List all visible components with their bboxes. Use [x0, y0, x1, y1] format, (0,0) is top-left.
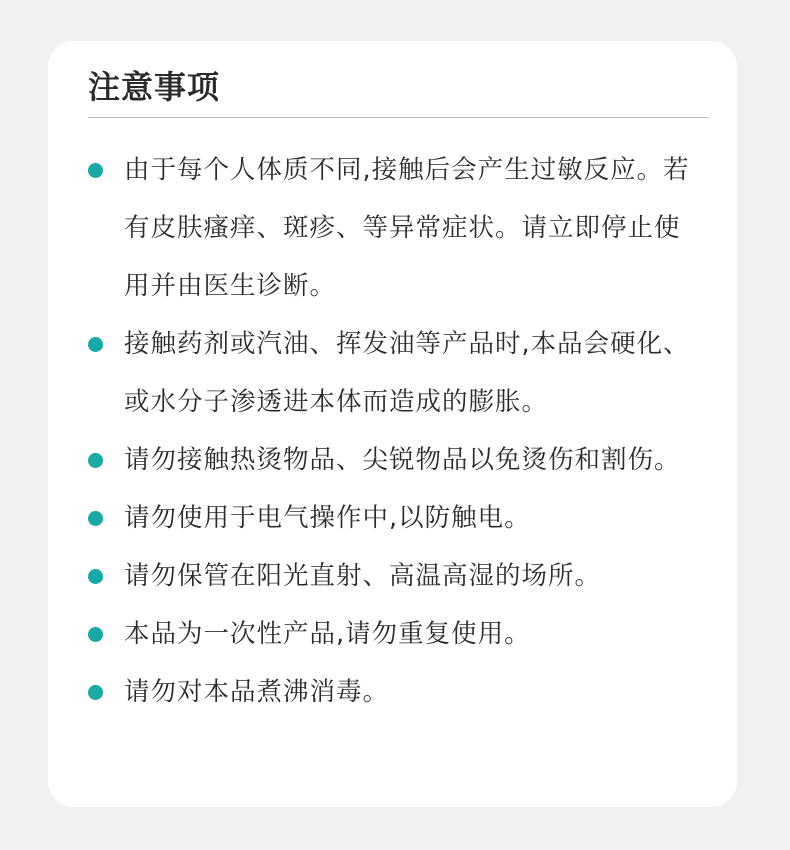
notice-item: [88, 605, 698, 663]
notice-item: [88, 489, 698, 547]
notice-title: 注意事项: [88, 68, 221, 106]
notice-card: [48, 41, 737, 807]
bullet-dot-icon: [88, 453, 103, 468]
notice-item-text: 本品为一次性产品,请勿重复使用。: [124, 619, 531, 649]
notice-list: [88, 141, 698, 721]
notice-item: [88, 431, 698, 489]
bullet-dot-icon: [88, 511, 103, 526]
notice-item: [88, 315, 698, 431]
bullet-dot-icon: [88, 163, 103, 178]
bullet-dot-icon: [88, 627, 103, 642]
notice-item-text: 由于每个人体质不同,接触后会产生过敏反应。若有皮肤瘙痒、斑疹、等异常症状。请立即停止使用并由医生诊断。: [124, 155, 690, 301]
bullet-dot-icon: [88, 337, 103, 352]
notice-item-text: 请勿对本品煮沸消毒。: [124, 677, 390, 707]
notice-item: [88, 547, 698, 605]
notice-item: [88, 141, 698, 315]
notice-item-text: 接触药剂或汽油、挥发油等产品时,本品会硬化、或水分子渗透进本体而造成的膨胀。: [124, 329, 690, 417]
title-divider: [88, 117, 709, 118]
bullet-dot-icon: [88, 569, 103, 584]
notice-item: [88, 663, 698, 721]
bullet-dot-icon: [88, 685, 103, 700]
notice-item-text: 请勿保管在阳光直射、高温高湿的场所。: [124, 561, 602, 591]
notice-item-text: 请勿接触热烫物品、尖锐物品以免烫伤和割伤。: [124, 445, 681, 475]
notice-item-text: 请勿使用于电气操作中,以防触电。: [124, 503, 531, 533]
